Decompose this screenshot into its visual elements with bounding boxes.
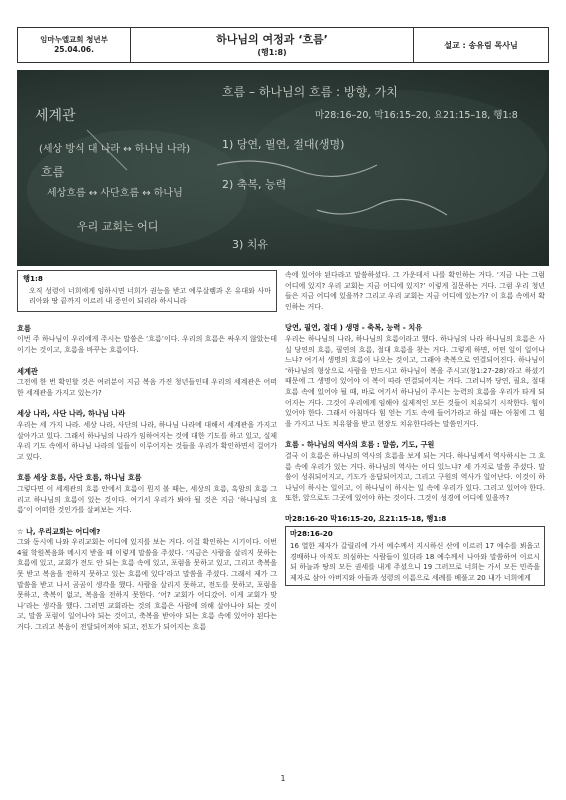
section-body: 그렇다면 이 세계관의 흐름 안에서 흐름이 뭔지 볼 때는, 세상의 흐름, 흑암의 흐름 그리고 하나님의 흐름이 있는 것이다. 여기서 우리가 봐야 될 것은 지금 ‘하나님의 흐름’이 어떠한 것인가를 살펴보는 거다. — [17, 484, 277, 515]
section-body: 그와 동시에 나와 우리교회는 어디에 있지를 보는 거다. 이걸 확인하는 시기이다. 이번 4월 학원복음화 메시지 받을 때 이렇게 말씀을 주셨다. ‘지금은 사람을 살리지 못하는 흐름에 있고, 교회가 전도 안 되는 흐름 속에 있고, 포럼을 못하고 있고, 그리고 축복을 못 받고 복음을 전하지 못하고 있는 흐름에 있다’라고 말씀을 주셨다. 그래서 제가 그 말씀을 받고 나서 곰곰이 생각을 했다. 사람을 살리지 못하고, 전도를 못하고, 포럼을 못하고, 축복이 없고, 복음을 전하지 못한다. ‘어? 교회가 어디갔어. 이게 교회가 맞나’라는 생각을 했다. 그러면 교회라는 것의 흐름은 사람에 의해 살아나야 되는 것이고, 말씀 포럼이 일어나야 되는 것이고, 축복을 받아야 되는 흐름 속에 있어야 된다는 거다. 그리고 복음이 전달되어져야 되고, 전도가 되어지는 흐름 — [17, 538, 277, 632]
preacher: 설교 : 송유림 목사님 — [444, 40, 518, 50]
left-column — [17, 270, 277, 633]
scripture-references: 마28:16-20 막16:15-20, 요21:15-18, 행1:8 — [285, 513, 447, 523]
church-name: 임마누엘교회 청년부 — [40, 35, 108, 44]
section-body: 그전에 한 번 확인할 것은 여러분이 지금 복음 가진 청년들인데 우리의 세계관은 어떠한 세계관을 가지고 있는가? — [17, 378, 277, 397]
chalkboard-photo — [17, 70, 549, 266]
key-verse-reference: 행1:8 — [23, 274, 43, 283]
board-text-line: 마28:16–20, 막16:15–20, 요21:15–18, 행1:8 — [315, 110, 518, 121]
continued-text: 속에 있어야 된다라고 말씀하셨다. 그 가운데서 나를 확인하는 거다. ‘지금 나는 그럼 어디에 있지? 우리 교회는 지금 어디에 있지?’ 이렇게 질문하는 거다. 그럼 우리 청년들은 지금 어디에 있을까? 그리고 우리 교회는 지금 어디에 있는가? 이 흐름 속에서 확인하는 거다. — [285, 271, 545, 311]
scripture-box-reference: 마28:16-20 — [290, 529, 333, 539]
key-verse-box — [17, 270, 277, 312]
section-heading: 세상 나라, 사단 나라, 하나님 나라 — [17, 409, 126, 419]
section-heading: 흐름 세상 흐름, 사단 흐름, 하나님 흐름 — [17, 473, 142, 483]
section-body: 이번 주 하나님이 우리에게 주시는 말씀은 ‘흐름’이다. 우리의 흐름은 싸우지 않았는데 이기는 것이고, 흐름을 바꾸는 흐름이다. — [17, 335, 277, 354]
board-text-line: 2) 축복, 능력 — [222, 178, 287, 191]
page-number: 1 — [280, 774, 286, 783]
board-text-line: 1) 당연, 필연, 절대(생명) — [222, 138, 345, 151]
board-text-line: 흐름 — [41, 165, 65, 179]
board-text-line: 세상흐름 ↔ 사단흐름 ↔ 하나님 — [47, 188, 183, 199]
header-table — [17, 27, 549, 63]
key-verse-text: 오직 성령이 너희에게 임하시면 너희가 권능을 받고 예루살렘과 온 유대와 사마리아와 땅 끝까지 이르러 내 증인이 되리라 하시니라 — [29, 286, 271, 306]
section-heading: 흐름 — [17, 323, 31, 333]
sermon-reference: (행1:8) — [257, 47, 287, 57]
sermon-title-cell — [131, 28, 414, 62]
board-text-line: 우리 교회는 어디 — [77, 220, 159, 233]
board-text-line: (세상 방식 대 나라 ↔ 하나님 나라) — [39, 144, 191, 155]
section-heading: 흐름 - 하나님의 역사의 흐름 : 말씀, 기도, 구원 — [285, 440, 435, 450]
section-body: 우리는 세 가지 나라. 세상 나라, 사단의 나라, 하나님 나라에 대해서 세계관을 가지고 살아가고 있다. 그래서 하나님의 나라가 임하여지는 것에 대한 기도를 하고 있고, 실제 우리 기도 속에서 하나님 나라의 일들이 이루어지는 것들을 우리가 확인하면서 걸어가고 있다. — [17, 420, 277, 461]
section-heading: 세계관 — [17, 366, 38, 376]
section-heading: 당연, 필연, 절대 ) 생명 - 축복, 능력 - 치유 — [285, 323, 423, 333]
section-body: 우리는 하나님의 나라, 하나님의 흐름이라고 했다. 하나님의 나라 하나님의 흐름은 사실 당연의 흐름, 필연의 흐름, 절대 흐름을 찾는 거다. 그렇게 하면, 어떤 일이 일어나느냐? 여기서 생명의 흐름이 나오는 것이고, 그래야 축복으로 연결되어진다. 하나님이 ‘하나님의 형상으로 사람을 만드시고 하나님이 복을 주시고(창1:27-28)’라고 하셨기 때문에 그 생명이 있어야 이 복이 따라 연결되어지는 거다. 그러니까 당연, 필요, 절대 흐름 속에 있어야 될 때, 바로 여기서 하나님이 주시는 능력의 흐름을 우리가 타게 되어지는 거다. 그것이 우리에게 임해야 실제적인 모든 것들이 치유되기 시작한다. 힘이 있어야 한다. 그래서 아침마다 힘 얻는 기도 속에 들어가라고 하실 때는 아침에 그 힘을 가지고 나도 치유함을 받고 현장도 치유한다라는 말씀인거다. — [285, 334, 545, 428]
church-info — [18, 28, 131, 62]
scripture-box — [285, 526, 545, 586]
section-body: 결국 이 흐름은 하나님의 역사의 흐름을 보게 되는 거다. 하나님께서 역사하시는 그 흐름 속에 우리가 있는 거다. 하나님의 역사는 어디 있느냐? 세 가지로 말씀 주셨다. 말씀이 성취되어지고, 기도가 응답되어지고, 그리고 구원의 역사가 일어난다. 이것이 하나님이 하시는 일이고, 이 하나님이 하시는 일 속에 우리가 있다. 그리고 있어야 한다. 또한, 앞으로도 그곳에 있어야 하는 것이다. 그것이 성경에 어디에 있을까? — [285, 451, 545, 503]
board-text-line: 3) 치유 — [232, 238, 269, 251]
board-text-line: 세계관 — [35, 108, 76, 124]
right-column — [285, 270, 545, 586]
bulletin-date: 25.04.06. — [54, 45, 94, 54]
sermon-title: 하나님의 여정과 ‘흐름’ — [216, 32, 328, 46]
section-heading: ☆ 나, 우리교회는 어디에? — [17, 526, 101, 536]
board-text-line: 흐름 – 하나님의 흐름 : 방향, 가치 — [222, 85, 398, 99]
scripture-box-text: 16 열한 제자가 갈릴리에 가서 예수께서 지시하신 산에 이르러 17 예수를 뵈옵고 경배하나 아직도 의심하는 사람들이 있더라 18 예수께서 나아와 말씀하여 이르시되 하늘과 땅의 모든 권세를 내게 주셨으니 19 그러므로 너희는 가서 모든 민족을 제자로 삼아 아버지와 아들과 성령의 이름으로 세례를 베풀고 20 내가 너희에게 — [290, 542, 540, 582]
